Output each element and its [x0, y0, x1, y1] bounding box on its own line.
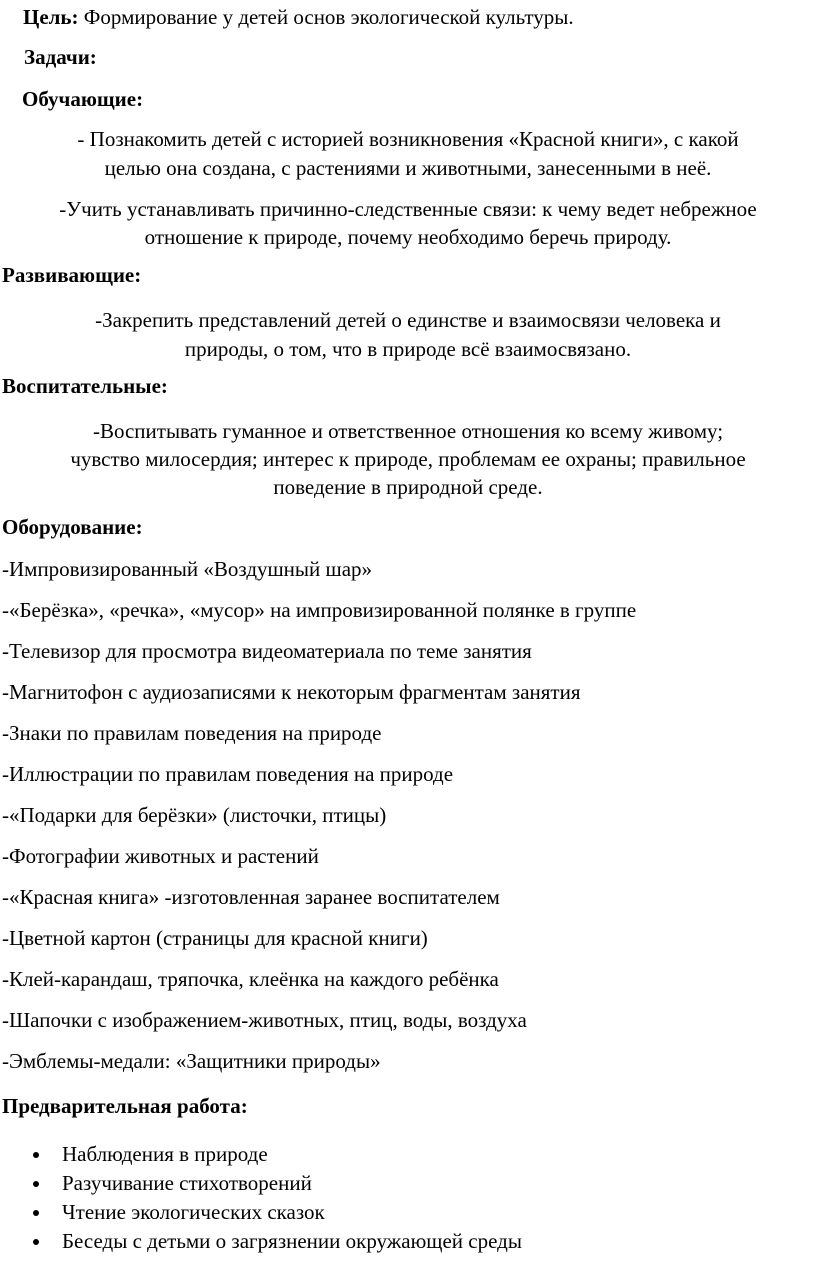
equipment-item: -Магнитофон с аудиозаписями к некоторым фрагментам занятия: [2, 680, 581, 704]
educational-line2: чувство милосердия; интерес к природе, проблемам ее охраны; правильное: [70, 447, 746, 471]
developing-heading: Развивающие:: [2, 263, 142, 287]
list-item: [0, 1198, 522, 1227]
equipment-item: -«Подарки для берёзки» (листочки, птицы): [2, 803, 387, 827]
goal-text: Формирование у детей основ экологической культуры.: [83, 5, 574, 29]
teaching-item2-line2: отношение к природе, почему необходимо беречь природу.: [144, 225, 672, 249]
bullet-icon: [33, 1181, 39, 1187]
equipment-item: -Телевизор для просмотра видеоматериала по теме занятия: [2, 639, 532, 663]
goal-label: Цель:: [23, 5, 79, 29]
educational-heading: Воспитательные:: [2, 374, 168, 398]
equipment-item: -Иллюстрации по правилам поведения на природе: [2, 762, 454, 786]
list-item-text: Разучивание стихотворений: [62, 1171, 312, 1195]
equipment-heading: Оборудование:: [2, 515, 143, 539]
bullet-icon: [33, 1152, 39, 1158]
list-item: [0, 1169, 522, 1198]
equipment-item: -Импровизированный «Воздушный шар»: [2, 557, 373, 581]
equipment-item: -Фотографии животных и растений: [2, 844, 319, 868]
tasks-heading: Задачи:: [24, 45, 97, 69]
list-item-text: Чтение экологических сказок: [62, 1200, 325, 1224]
equipment-item: -Эмблемы-медали: «Защитники природы»: [2, 1049, 381, 1073]
equipment-item: -Шапочки с изображением-животных, птиц, воды, воздуха: [2, 1008, 527, 1032]
list-item: [0, 1227, 522, 1256]
equipment-item: -Цветной картон (страницы для красной книги): [2, 926, 428, 950]
equipment-item: -«Берёзка», «речка», «мусор» на импровизированной полянке в группе: [2, 598, 637, 622]
developing-line2: природы, о том, что в природе всё взаимосвязано.: [184, 337, 632, 361]
developing-line1: -Закрепить представлений детей о единстве и взаимосвязи человека и: [95, 308, 721, 332]
bullet-icon: [33, 1239, 39, 1245]
educational-line1: -Воспитывать гуманное и ответственное отношения ко всему живому;: [92, 419, 724, 443]
list-item-text: Наблюдения в природе: [62, 1142, 268, 1166]
teaching-heading: Обучающие:: [22, 87, 144, 111]
list-item-text: Беседы с детьми о загрязнении окружающей среды: [62, 1229, 522, 1253]
preliminary-heading: Предварительная работа:: [2, 1094, 248, 1118]
equipment-item: -Клей-карандаш, тряпочка, клеёнка на каждого ребёнка: [2, 967, 499, 991]
goal-line: [23, 4, 574, 30]
list-item: [0, 1140, 522, 1169]
teaching-item1-line1: - Познакомить детей с историей возникновения «Красной книги», с какой: [77, 127, 739, 151]
equipment-item: -«Красная книга» -изготовленная заранее воспитателем: [2, 885, 500, 909]
equipment-item: -Знаки по правилам поведения на природе: [2, 721, 382, 745]
educational-line3: поведение в природной среде.: [273, 475, 543, 499]
preliminary-list: [0, 1140, 522, 1256]
teaching-item1-line2: целью она создана, с растениями и животными, занесенными в неё.: [104, 156, 712, 180]
bullet-icon: [33, 1210, 39, 1216]
teaching-item2-line1: -Учить устанавливать причинно-следственные связи: к чему ведет небрежное: [59, 197, 757, 221]
